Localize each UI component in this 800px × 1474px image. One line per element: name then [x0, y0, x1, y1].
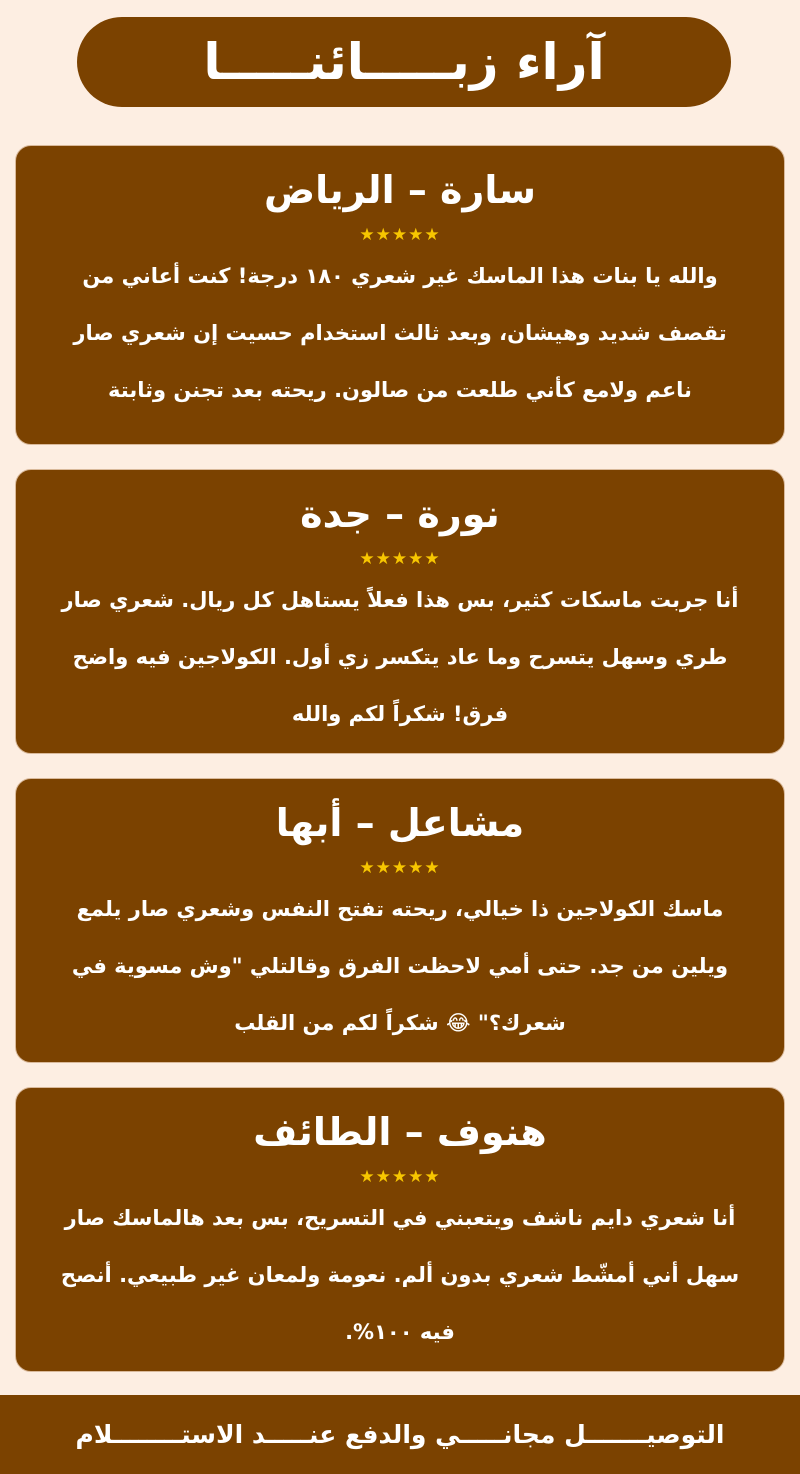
review-text: والله يا بنات هذا الماسك غير شعري ١٨٠ درجة! كنت أعاني من تقصف شديد وهيشان، وبعد ثالث استخدام حسيت إن شعري صار ناعم ولامع كأني طلعت من صالون. ريحته بعد تجنن وثابتة — [73, 264, 727, 402]
star-rating-icon: ★★★★★ — [359, 858, 441, 878]
review-text: ماسك الكولاجين ذا خيالي، ريحته تفتح النفس وشعري صار يلمع ويلين من جد. حتى أمي لاحظت الفرق وقالتلي "وش مسوية في شعرك؟" 😂 شكراً لكم من القلب — [71, 897, 729, 1035]
review-card — [15, 1087, 785, 1372]
review-text: أنا شعري دايم ناشف ويتعبني في التسريح، بس بعد هالماسك صار سهل أني أمشّط شعري بدون ألم. نعومة ولمعان غير طبيعي. أنصح فيه ١٠٠%. — [60, 1206, 740, 1344]
reviewer-name: مشاعل – أبها — [275, 801, 525, 845]
review-card — [15, 778, 785, 1063]
star-rating-icon: ★★★★★ — [359, 1167, 441, 1187]
review-text: أنا جربت ماسكات كثير، بس هذا فعلاً يستاهل كل ريال. شعري صار طري وسهل يتسرح وما عاد يتكسر زي أول. الكولاجين فيه واضح فرق! شكراً لكم والله — [61, 588, 739, 726]
review-card — [15, 469, 785, 754]
reviewer-name: نورة – جدة — [300, 492, 500, 536]
footer-text: التوصيـــــــل مجانـــــي والدفع عنـــــد الاستــــــــلام — [75, 1420, 725, 1449]
review-card — [15, 145, 785, 445]
reviewer-name: هنوف – الطائف — [253, 1110, 547, 1154]
page-header — [77, 17, 731, 107]
reviewer-name: سارة – الرياض — [264, 168, 536, 212]
footer-banner — [0, 1395, 800, 1474]
star-rating-icon: ★★★★★ — [359, 225, 441, 245]
page-title: آراء زبـــــائنـــــا — [203, 33, 605, 91]
star-rating-icon: ★★★★★ — [359, 549, 441, 569]
